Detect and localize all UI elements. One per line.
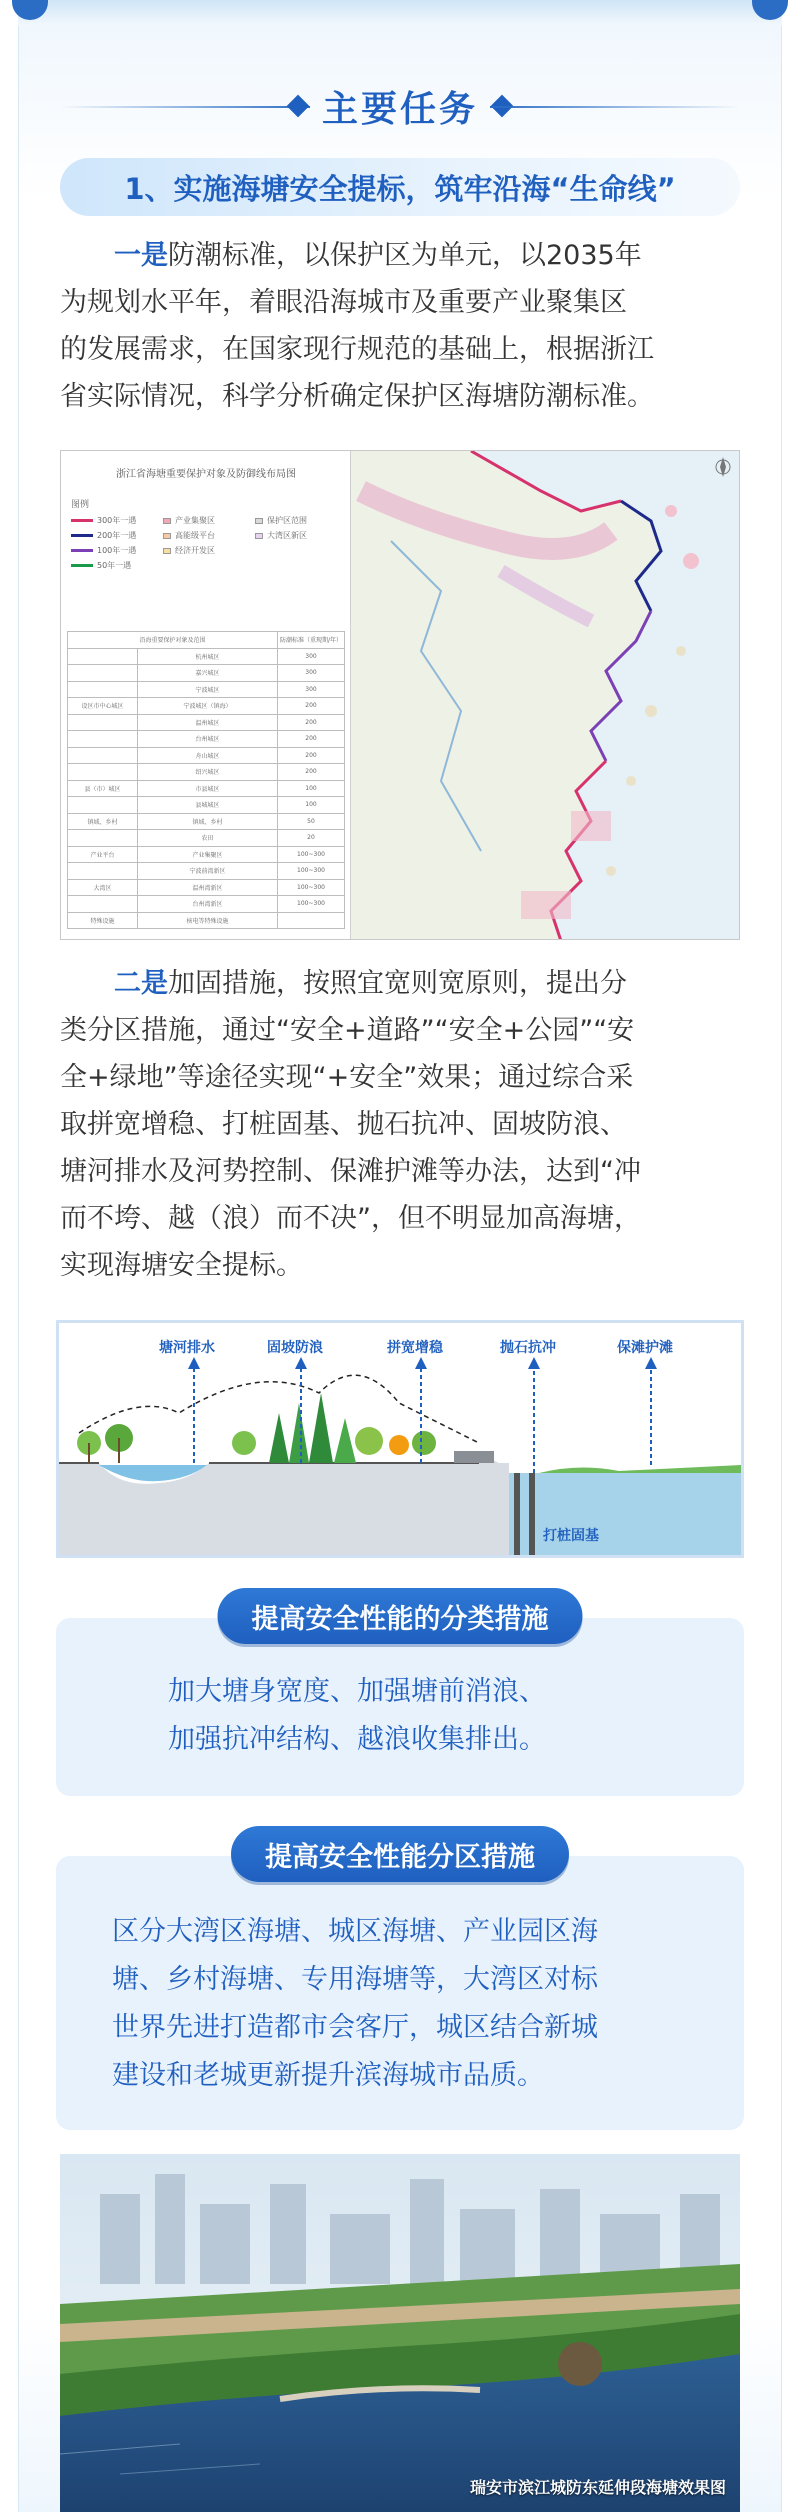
table-row [68,698,345,715]
legend-swatch [163,533,171,539]
table-cell [68,747,138,764]
legend-swatch [71,564,93,567]
table-cell: 100~300 [277,879,344,896]
table-cell: 200 [277,731,344,748]
paragraph-line: 取拼宽增稳、打桩固基、抛石抗冲、固坡防浪、 [60,1109,627,1140]
table-row [68,813,345,830]
paragraph-line: 的发展需求，在国家现行规范的基础上，根据浙江 [60,334,654,365]
table-cell: 200 [277,747,344,764]
measures-card-zoning [56,1841,744,2130]
legend-swatch [71,534,93,537]
table-cell [68,797,138,814]
rendering-photo [60,2154,740,2512]
table-cell: 县（市）城区 [68,780,138,797]
legend-item [71,530,136,541]
legend-item [163,530,215,541]
map-legend-panel [61,451,351,940]
table-cell [68,764,138,781]
map-illustration [351,451,740,940]
divider-line [60,106,310,108]
legend-label: 产业集聚区 [175,516,215,525]
card-title-pill: 提高安全性能分区措施 [231,1826,569,1882]
paragraph-line: 全+绿地”等途径实现“+安全”效果；通过综合采 [60,1062,634,1093]
paragraph-text: 加固措施，按照宜宽则宽原则，提出分 [168,968,627,999]
table-cell: 100~300 [277,863,344,880]
legend-item [71,560,131,571]
card-text [168,1668,688,1764]
table-cell: 宁波前湾新区 [138,863,278,880]
card-text [112,1908,702,2100]
table-cell [68,896,138,913]
table-header-cell: 沿海重要保护对象及范围 [68,632,278,649]
label-beach-protection: 保滩护滩 [617,1340,673,1356]
table-cell: 宁波城区（镇海） [138,698,278,715]
legend-swatch [71,549,93,552]
paragraph-line: 省实际情况，科学分析确定保护区海塘防潮标准。 [60,381,654,412]
table-cell: 市县城区 [138,780,278,797]
table-row [68,747,345,764]
legend-swatch [255,518,263,524]
legend-label: 100年一遇 [97,546,137,555]
legend-label: 200年一遇 [97,531,137,540]
table-cell: 温州湾新区 [138,879,278,896]
table-row [68,681,345,698]
photo-caption: 瑞安市滨江城防东延伸段海塘效果图 [469,2478,726,2497]
table-cell: 台州城区 [138,731,278,748]
dike-cross-section-figure [56,1320,744,1558]
legend-label: 大湾区新区 [267,531,307,540]
table-cell: 绍兴城区 [138,764,278,781]
table-cell: 200 [277,698,344,715]
paragraph-line: 实现海塘安全提标。 [60,1250,303,1281]
legend-label: 保护区范围 [267,516,307,525]
divider-line [490,106,740,108]
paragraph-line: 塘河排水及河势控制、保滩护滩等办法，达到“冲 [60,1156,641,1187]
table-cell: 产业平台 [68,846,138,863]
paragraph-line [60,960,750,1007]
table-cell: 100~300 [277,846,344,863]
standards-table [67,631,345,929]
card-line: 加大塘身宽度、加强塘前消浪、 [168,1676,546,1707]
table-cell: 嘉兴城区 [138,665,278,682]
table-row [68,764,345,781]
legend-label: 高能级平台 [175,531,215,540]
table-row [68,714,345,731]
legend-item [163,515,215,526]
table-cell: 100~300 [277,896,344,913]
table-row [68,648,345,665]
table-cell: 100 [277,797,344,814]
table-cell: 300 [277,665,344,682]
card-line: 建设和老城更新提升滨海城市品质。 [112,2060,544,2091]
legend-swatch [163,548,171,554]
table-cell: 20 [277,830,344,847]
table-cell: 镇域、乡村 [138,813,278,830]
subsection-heading-text: 1、实施海塘安全提标，筑牢沿海“生命线” [124,171,676,206]
table-row [68,912,345,929]
table-cell [68,714,138,731]
table-cell: 300 [277,681,344,698]
legend-item [71,515,136,526]
paragraph-standard [60,232,750,420]
corner-ornament [752,0,788,20]
table-cell: 200 [277,714,344,731]
table-cell: 杭州城区 [138,648,278,665]
table-cell [68,681,138,698]
label-slope-protection: 固坡防浪 [267,1340,323,1356]
table-cell: 农田 [138,830,278,847]
table-row [68,665,345,682]
measures-card-category [56,1603,744,1796]
diamond-icon [287,95,310,118]
label-riprap: 抛石抗冲 [500,1340,556,1356]
table-row [68,731,345,748]
paragraph-reinforcement [60,960,750,1289]
legend-label: 300年一遇 [97,516,137,525]
table-cell [68,863,138,880]
paragraph-line: 而不垮、越（浪）而不决”，但不明显加高海塘， [60,1203,641,1234]
table-cell: 设区市中心城区 [68,698,138,715]
paragraph-line: 类分区措施，通过“安全+道路”“安全+公园”“安 [60,1015,635,1046]
legend-label: 经济开发区 [175,546,215,555]
photo-illustration [60,2154,740,2512]
section-title: 主要任务 [321,88,478,130]
table-cell: 宁波城区 [138,681,278,698]
table-cell: 台州湾新区 [138,896,278,913]
paragraph-lead: 一是 [114,240,168,271]
legend-title: 图例 [71,500,90,510]
card-line: 加强抗冲结构、越浪收集排出。 [168,1724,546,1755]
table-cell [68,731,138,748]
table-row [68,780,345,797]
table-cell: 50 [277,813,344,830]
map-title: 浙江省海塘重要保护对象及防御线布局图 [116,469,296,480]
legend-item [255,530,307,541]
table-cell: 100 [277,780,344,797]
table-cell: 县城城区 [138,797,278,814]
table-cell: 特殊设施 [68,912,138,929]
card-line: 世界先进打造都市会客厅，城区结合新城 [112,2012,598,2043]
label-drainage: 塘河排水 [159,1340,215,1356]
table-row [68,830,345,847]
table-cell: 核电等特殊设施 [138,912,278,929]
card-line: 塘、乡村海塘、专用海塘等，大湾区对标 [112,1964,598,1995]
subsection-heading [60,158,740,216]
table-cell: 温州城区 [138,714,278,731]
table-cell [68,648,138,665]
table-cell: 大湾区 [68,879,138,896]
protection-map-figure [60,450,740,940]
table-row [68,896,345,913]
table-row [68,797,345,814]
table-cell: 300 [277,648,344,665]
card-line: 区分大湾区海塘、城区海塘、产业园区海 [112,1916,598,1947]
table-header-cell: 防潮标准（重现期/年） [277,632,344,649]
legend-swatch [255,533,263,539]
paragraph-lead: 二是 [114,968,168,999]
card-title-pill: 提高安全性能的分类措施 [218,1588,583,1644]
table-cell [68,830,138,847]
section-header [60,72,740,140]
legend-label: 50年一遇 [97,561,132,570]
table-cell [68,665,138,682]
table-cell [277,912,344,929]
dike-illustration [59,1323,741,1555]
paragraph-line [60,232,750,279]
table-row [68,846,345,863]
table-row [68,863,345,880]
legend-swatch [163,518,171,524]
legend-item [163,545,215,556]
table-row [68,879,345,896]
legend-swatch [71,519,93,522]
paragraph-line: 为规划水平年，着眼沿海城市及重要产业聚集区 [60,287,627,318]
table-cell: 产业集聚区 [138,846,278,863]
corner-ornament [12,0,48,20]
paragraph-text: 防潮标准，以保护区为单元，以2035年 [168,240,642,271]
table-cell: 镇域、乡村 [68,813,138,830]
label-piling: 打桩固基 [543,1528,599,1544]
coastline-map [351,451,740,940]
table-cell: 舟山城区 [138,747,278,764]
legend-item [71,545,136,556]
legend-item [255,515,307,526]
top-decoration [18,0,782,26]
table-header-row [68,632,345,649]
label-widening: 拼宽增稳 [387,1340,443,1356]
table-cell: 200 [277,764,344,781]
